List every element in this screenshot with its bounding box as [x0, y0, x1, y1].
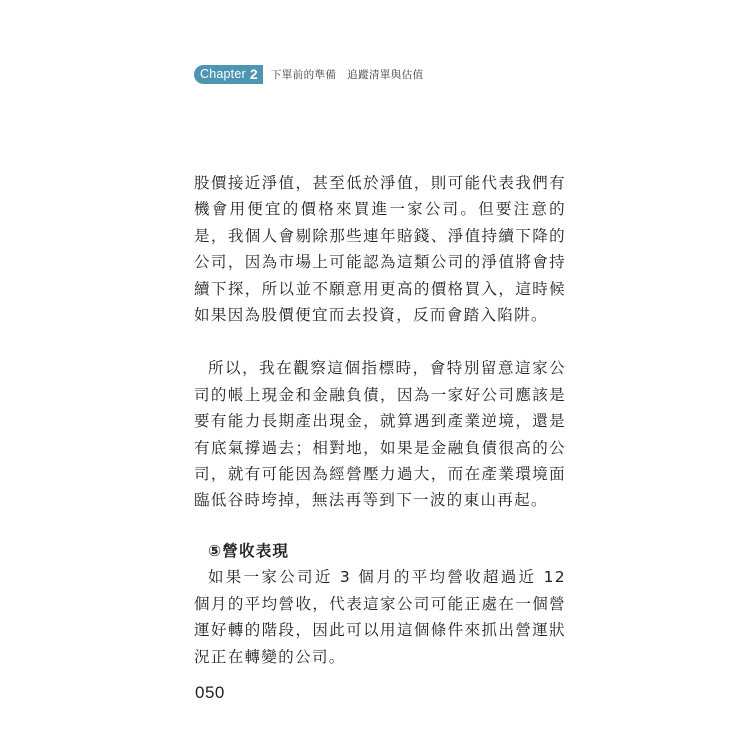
- page-body: [194, 170, 566, 670]
- header-section-title: 下單前的準備 追蹤清單與估值: [270, 68, 424, 81]
- paragraph-1: 股價接近淨值，甚至低於淨值，則可能代表我們有機會用便宜的價格來買進一家公司。但要注意的是，我個人會剔除那些連年賠錢、淨值持續下降的公司，因為市場上可能認為這類公司的淨值將會持續下探，所以並不願意用更高的價格買入，這時候如果因為股價便宜而去投資，反而會踏入陷阱。: [194, 174, 566, 325]
- page-number: 050: [195, 683, 225, 702]
- chapter-number: 2: [249, 65, 258, 82]
- running-header: [194, 64, 423, 84]
- section-heading: ⑤營收表現: [208, 541, 290, 560]
- paragraph-3: 如果一家公司近 3 個月的平均營收超過近 12 個月的平均營收，代表這家公司可能正處在一個營運好轉的階段，因此可以用這個條件來抓出營運狀況正在轉變的公司。: [194, 568, 566, 666]
- paragraph-spacer: [194, 514, 566, 538]
- chapter-badge: [194, 65, 263, 84]
- chapter-label: Chapter: [200, 66, 246, 81]
- paragraph-2: 所以，我在觀察這個指標時，會特別留意這家公司的帳上現金和金融負債，因為一家好公司應該是要有能力長期產出現金，就算遇到產業逆境，還是有底氣撐過去；相對地，如果是金融負債很高的公司，就有可能因為經營壓力過大，而在產業環境面臨低谷時垮掉，無法再等到下一波的東山再起。: [194, 359, 566, 510]
- paragraph-spacer: [194, 328, 566, 355]
